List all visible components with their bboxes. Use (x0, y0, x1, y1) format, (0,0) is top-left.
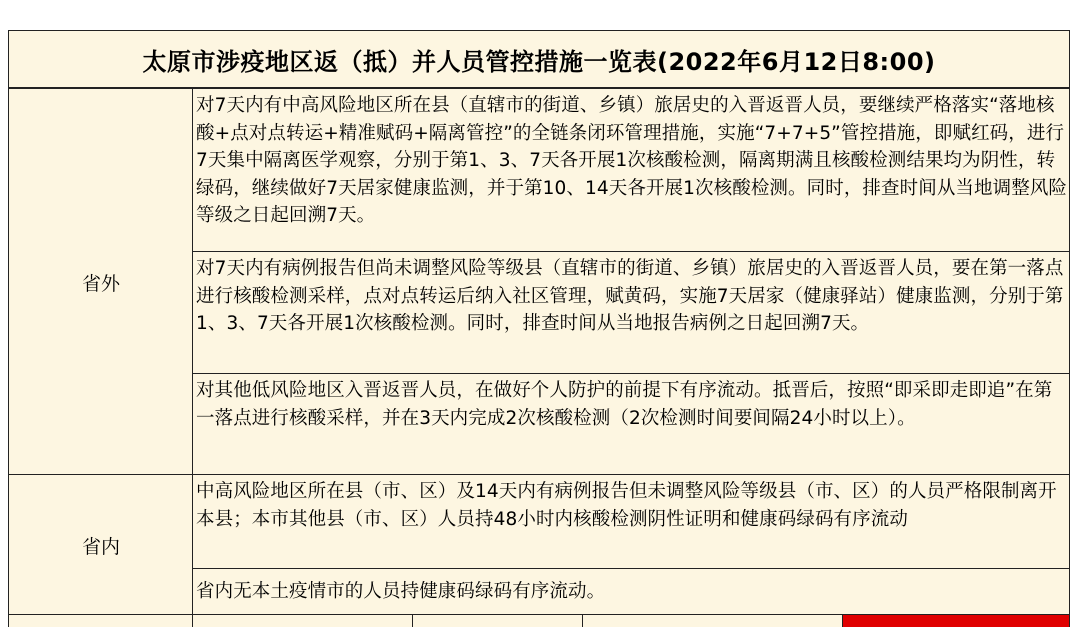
table-row-cutoff-cell (582, 614, 844, 627)
table-row-cutoff-red-cell (842, 614, 1070, 627)
table-row-out-province-case-reported (192, 251, 1070, 375)
table-row-out-province-medium-high-risk (192, 88, 1070, 253)
cell-text: 对7天内有中高风险地区所在县（直辖市的街道、乡镇）旅居史的入晋返晋人员，要继续严格落实“落地核酸+点对点转运+精准赋码+隔离管控”的全链条闭环管理措施，实施“7+7+5”管控措施，即赋红码，进行7天集中隔离医学观察，分别于第1、3、7天各开展1次核酸检测，隔离期满且核酸检测结果均为阴性，转绿码，继续做好7天居家健康监测，并于第10、14天各开展1次核酸检测。同时，排查时间从当地调整风险等级之日起回溯7天。 (196, 95, 1068, 226)
table-row-cutoff-cell (8, 614, 194, 627)
table-title: 太原市涉疫地区返（抵）并人员管控措施一览表(2022年6月12日8:00) (8, 30, 1070, 88)
table-row-out-province-low-risk (192, 373, 1070, 476)
section-label-text: 省内 (81, 535, 120, 558)
table-row-in-province-risk-county (192, 474, 1070, 570)
table-row-cutoff-cell (412, 614, 584, 627)
cell-text: 省内无本土疫情市的人员持健康码绿码有序流动。 (196, 581, 606, 602)
section-label-in-province (8, 474, 194, 616)
section-label-out-of-province (8, 88, 194, 476)
table-row-in-province-no-local-cases (192, 568, 1070, 616)
cell-text: 对其他低风险地区入晋返晋人员，在做好个人防护的前提下有序流动。抵晋后，按照“即采即走即追”在第一落点进行核酸采样，并在3天内完成2次核酸检测（2次检测时间要间隔24小时以上）。 (196, 380, 1053, 429)
cell-text: 对7天内有病例报告但尚未调整风险等级县（直辖市的街道、乡镇）旅居史的入晋返晋人员，要在第一落点进行核酸检测采样，点对点转运后纳入社区管理，赋黄码，实施7天居家（健康驿站）健康监测，分别于第1、3、7天各开展1次核酸检测。同时，排查时间从当地报告病例之日起回溯7天。 (196, 258, 1064, 334)
section-label-text: 省外 (81, 272, 120, 295)
table-row-cutoff-cell (192, 614, 414, 627)
cell-text: 中高风险地区所在县（市、区）及14天内有病例报告但未调整风险等级县（市、区）的人员严格限制离开本县；本市其他县（市、区）人员持48小时内核酸检测阴性证明和健康码绿码有序流动 (196, 481, 1057, 530)
